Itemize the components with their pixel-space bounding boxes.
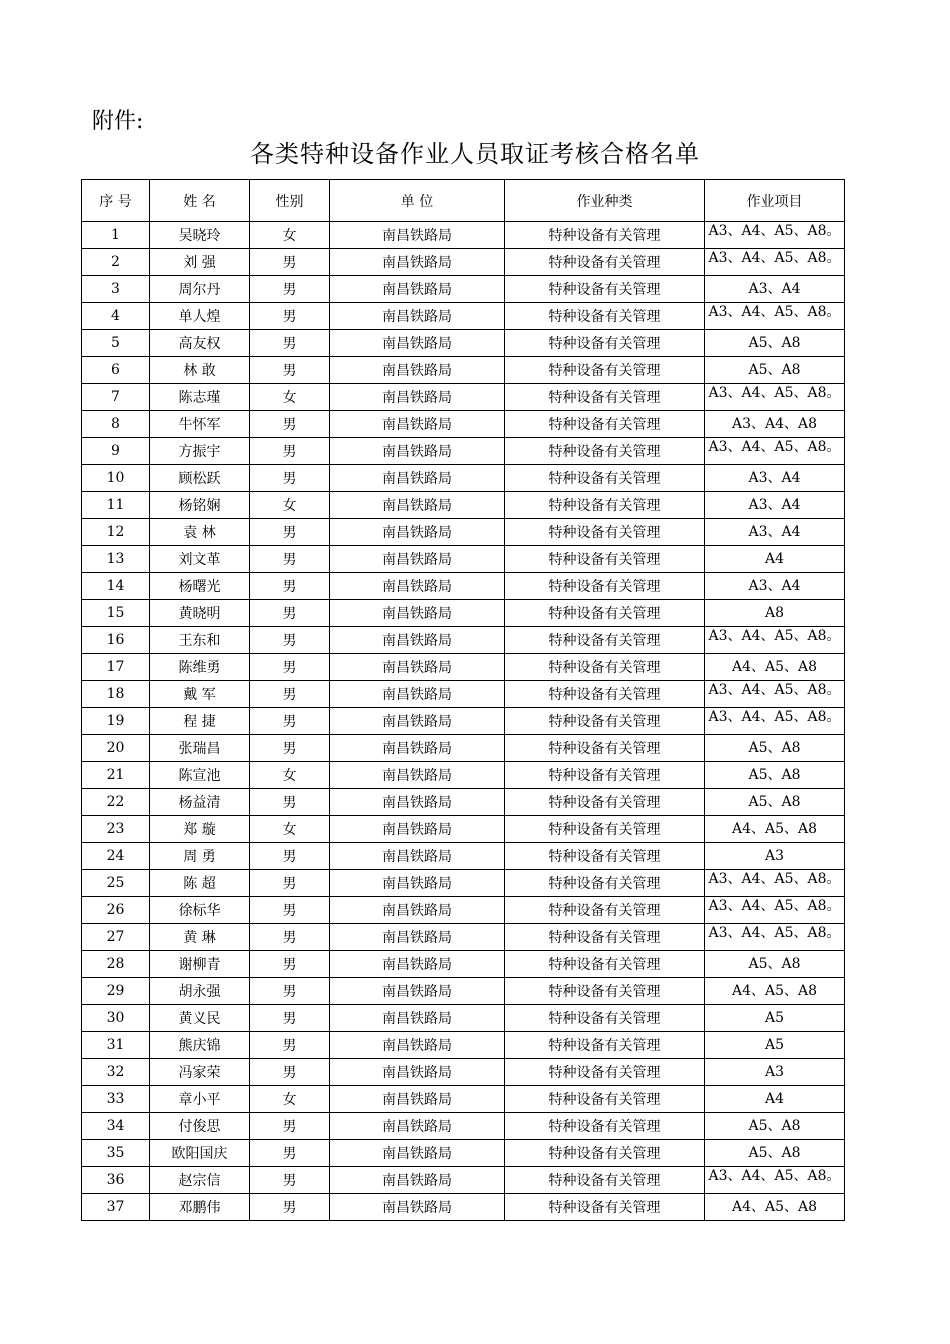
- cell-unit: 南昌铁路局: [330, 492, 505, 519]
- cell-category: 特种设备有关管理: [505, 492, 705, 519]
- cell-name: 刘 强: [150, 249, 250, 276]
- table-row: [82, 708, 845, 735]
- cell-seq: 25: [82, 870, 150, 897]
- cell-gender: 女: [250, 816, 330, 843]
- table-row: [82, 843, 845, 870]
- table-row: [82, 978, 845, 1005]
- cell-name: 方振宇: [150, 438, 250, 465]
- cell-unit: 南昌铁路局: [330, 546, 505, 573]
- cell-unit: 南昌铁路局: [330, 222, 505, 249]
- cell-unit: 南昌铁路局: [330, 681, 505, 708]
- cell-gender: 男: [250, 681, 330, 708]
- cell-unit: 南昌铁路局: [330, 870, 505, 897]
- cell-name: 陈志瑾: [150, 384, 250, 411]
- cell-seq: 23: [82, 816, 150, 843]
- cell-seq: 4: [82, 303, 150, 330]
- cell-items: A3、A4、A5、A8。: [705, 222, 845, 249]
- table-row: [82, 1140, 845, 1167]
- cell-gender: 男: [250, 654, 330, 681]
- cell-gender: 男: [250, 411, 330, 438]
- cell-gender: 男: [250, 330, 330, 357]
- cell-gender: 男: [250, 600, 330, 627]
- cell-unit: 南昌铁路局: [330, 843, 505, 870]
- header-items: 作业项目: [705, 180, 845, 222]
- cell-gender: 男: [250, 897, 330, 924]
- table-row: [82, 249, 845, 276]
- table-row: [82, 573, 845, 600]
- cell-items: A5、A8: [705, 1113, 845, 1140]
- cell-name: 杨铭娴: [150, 492, 250, 519]
- cell-items: A3、A4、A5、A8。: [705, 249, 845, 276]
- header-name: 姓 名: [150, 180, 250, 222]
- cell-name: 高友权: [150, 330, 250, 357]
- cell-unit: 南昌铁路局: [330, 519, 505, 546]
- cell-gender: 女: [250, 762, 330, 789]
- cell-items: A3: [705, 843, 845, 870]
- cell-category: 特种设备有关管理: [505, 978, 705, 1005]
- table-row: [82, 735, 845, 762]
- cell-items: A4、A5、A8: [705, 654, 845, 681]
- cell-category: 特种设备有关管理: [505, 1194, 705, 1221]
- cell-name: 胡永强: [150, 978, 250, 1005]
- cell-name: 黄义民: [150, 1005, 250, 1032]
- cell-gender: 男: [250, 1059, 330, 1086]
- cell-seq: 34: [82, 1113, 150, 1140]
- attachment-label: 附件:: [92, 109, 144, 134]
- cell-items: A3、A4、A5、A8。: [705, 627, 845, 654]
- cell-gender: 男: [250, 438, 330, 465]
- cell-category: 特种设备有关管理: [505, 1140, 705, 1167]
- cell-gender: 男: [250, 627, 330, 654]
- table-row: [82, 600, 845, 627]
- cell-category: 特种设备有关管理: [505, 222, 705, 249]
- table-row: [82, 303, 845, 330]
- table-row: [82, 438, 845, 465]
- cell-unit: 南昌铁路局: [330, 1194, 505, 1221]
- cell-items: A3、A4、A5、A8。: [705, 384, 845, 411]
- cell-gender: 男: [250, 1140, 330, 1167]
- cell-seq: 35: [82, 1140, 150, 1167]
- cell-seq: 30: [82, 1005, 150, 1032]
- table-row: [82, 1194, 845, 1221]
- cell-items: A5、A8: [705, 330, 845, 357]
- cell-items: A5、A8: [705, 951, 845, 978]
- cell-gender: 女: [250, 1086, 330, 1113]
- cell-gender: 男: [250, 1005, 330, 1032]
- table-row: [82, 1086, 845, 1113]
- cell-name: 王东和: [150, 627, 250, 654]
- document-title: 各类特种设备作业人员取证考核合格名单: [250, 140, 700, 168]
- cell-name: 吴晓玲: [150, 222, 250, 249]
- cell-gender: 男: [250, 1032, 330, 1059]
- cell-unit: 南昌铁路局: [330, 1086, 505, 1113]
- cell-name: 邓鹏伟: [150, 1194, 250, 1221]
- cell-gender: 女: [250, 384, 330, 411]
- cell-name: 张瑞昌: [150, 735, 250, 762]
- cell-items: A3、A4、A5、A8。: [705, 708, 845, 735]
- table-row: [82, 789, 845, 816]
- cell-seq: 31: [82, 1032, 150, 1059]
- cell-name: 赵宗信: [150, 1167, 250, 1194]
- cell-category: 特种设备有关管理: [505, 546, 705, 573]
- table-row: [82, 384, 845, 411]
- cell-name: 章小平: [150, 1086, 250, 1113]
- table-row: [82, 870, 845, 897]
- cell-unit: 南昌铁路局: [330, 438, 505, 465]
- cell-seq: 14: [82, 573, 150, 600]
- cell-category: 特种设备有关管理: [505, 681, 705, 708]
- cell-seq: 20: [82, 735, 150, 762]
- cell-name: 单人煌: [150, 303, 250, 330]
- cell-unit: 南昌铁路局: [330, 465, 505, 492]
- table-row: [82, 897, 845, 924]
- table-row: [82, 762, 845, 789]
- cell-seq: 33: [82, 1086, 150, 1113]
- cell-name: 徐标华: [150, 897, 250, 924]
- cell-category: 特种设备有关管理: [505, 357, 705, 384]
- table-row: [82, 519, 845, 546]
- table-row: [82, 681, 845, 708]
- cell-unit: 南昌铁路局: [330, 951, 505, 978]
- cell-seq: 22: [82, 789, 150, 816]
- cell-category: 特种设备有关管理: [505, 735, 705, 762]
- cell-seq: 26: [82, 897, 150, 924]
- cell-category: 特种设备有关管理: [505, 330, 705, 357]
- cell-items: A3、A4: [705, 465, 845, 492]
- cell-seq: 2: [82, 249, 150, 276]
- cell-unit: 南昌铁路局: [330, 897, 505, 924]
- cell-category: 特种设备有关管理: [505, 816, 705, 843]
- table-row: [82, 465, 845, 492]
- cell-category: 特种设备有关管理: [505, 384, 705, 411]
- cell-category: 特种设备有关管理: [505, 1113, 705, 1140]
- cell-name: 杨曙光: [150, 573, 250, 600]
- cell-category: 特种设备有关管理: [505, 924, 705, 951]
- cell-items: A3、A4: [705, 519, 845, 546]
- cell-unit: 南昌铁路局: [330, 1032, 505, 1059]
- cell-name: 林 敢: [150, 357, 250, 384]
- cell-unit: 南昌铁路局: [330, 816, 505, 843]
- cell-seq: 27: [82, 924, 150, 951]
- table-row: [82, 330, 845, 357]
- cell-unit: 南昌铁路局: [330, 1167, 505, 1194]
- cell-name: 杨益清: [150, 789, 250, 816]
- cell-unit: 南昌铁路局: [330, 924, 505, 951]
- cell-items: A3、A4、A5、A8。: [705, 870, 845, 897]
- cell-gender: 女: [250, 222, 330, 249]
- cell-gender: 男: [250, 573, 330, 600]
- cell-items: A3: [705, 1059, 845, 1086]
- cell-items: A4、A5、A8: [705, 978, 845, 1005]
- table-header-row: [82, 180, 845, 222]
- table-row: [82, 627, 845, 654]
- cell-gender: 男: [250, 357, 330, 384]
- cell-items: A4: [705, 1086, 845, 1113]
- cell-category: 特种设备有关管理: [505, 600, 705, 627]
- cell-items: A5: [705, 1005, 845, 1032]
- cell-category: 特种设备有关管理: [505, 573, 705, 600]
- cell-name: 牛怀军: [150, 411, 250, 438]
- cell-items: A4、A5、A8: [705, 816, 845, 843]
- cell-name: 陈宣池: [150, 762, 250, 789]
- cell-name: 郑 璇: [150, 816, 250, 843]
- cell-category: 特种设备有关管理: [505, 1086, 705, 1113]
- cell-seq: 11: [82, 492, 150, 519]
- cell-name: 周尔丹: [150, 276, 250, 303]
- cell-items: A5: [705, 1032, 845, 1059]
- cell-items: A3、A4、A5、A8。: [705, 303, 845, 330]
- cell-category: 特种设备有关管理: [505, 465, 705, 492]
- cell-unit: 南昌铁路局: [330, 735, 505, 762]
- table-row: [82, 924, 845, 951]
- cell-items: A3、A4、A5、A8。: [705, 924, 845, 951]
- cell-items: A5、A8: [705, 762, 845, 789]
- cell-category: 特种设备有关管理: [505, 897, 705, 924]
- cell-category: 特种设备有关管理: [505, 843, 705, 870]
- cell-items: A3、A4、A5、A8。: [705, 681, 845, 708]
- cell-unit: 南昌铁路局: [330, 978, 505, 1005]
- cell-seq: 19: [82, 708, 150, 735]
- cell-items: A3、A4: [705, 573, 845, 600]
- cell-seq: 16: [82, 627, 150, 654]
- cell-seq: 36: [82, 1167, 150, 1194]
- cell-gender: 男: [250, 1167, 330, 1194]
- cell-gender: 男: [250, 1194, 330, 1221]
- cell-category: 特种设备有关管理: [505, 249, 705, 276]
- cell-seq: 7: [82, 384, 150, 411]
- cell-name: 程 捷: [150, 708, 250, 735]
- cell-seq: 37: [82, 1194, 150, 1221]
- cell-unit: 南昌铁路局: [330, 1140, 505, 1167]
- cell-gender: 男: [250, 249, 330, 276]
- cell-name: 袁 林: [150, 519, 250, 546]
- cell-seq: 21: [82, 762, 150, 789]
- cell-items: A4: [705, 546, 845, 573]
- cell-gender: 男: [250, 465, 330, 492]
- table-row: [82, 1032, 845, 1059]
- table-row: [82, 816, 845, 843]
- table-row: [82, 276, 845, 303]
- cell-category: 特种设备有关管理: [505, 654, 705, 681]
- cell-gender: 男: [250, 924, 330, 951]
- cell-unit: 南昌铁路局: [330, 276, 505, 303]
- cell-gender: 男: [250, 546, 330, 573]
- table-row: [82, 1005, 845, 1032]
- cell-seq: 17: [82, 654, 150, 681]
- cell-seq: 1: [82, 222, 150, 249]
- cell-unit: 南昌铁路局: [330, 411, 505, 438]
- cell-gender: 男: [250, 789, 330, 816]
- cell-category: 特种设备有关管理: [505, 870, 705, 897]
- cell-category: 特种设备有关管理: [505, 1032, 705, 1059]
- cell-name: 陈维勇: [150, 654, 250, 681]
- cell-name: 周 勇: [150, 843, 250, 870]
- cell-gender: 女: [250, 492, 330, 519]
- cell-unit: 南昌铁路局: [330, 330, 505, 357]
- cell-category: 特种设备有关管理: [505, 438, 705, 465]
- table-row: [82, 492, 845, 519]
- cell-unit: 南昌铁路局: [330, 573, 505, 600]
- cell-seq: 32: [82, 1059, 150, 1086]
- table-row: [82, 1059, 845, 1086]
- cell-name: 戴 军: [150, 681, 250, 708]
- cell-items: A5、A8: [705, 357, 845, 384]
- cell-unit: 南昌铁路局: [330, 1113, 505, 1140]
- cell-category: 特种设备有关管理: [505, 411, 705, 438]
- cell-unit: 南昌铁路局: [330, 303, 505, 330]
- cell-unit: 南昌铁路局: [330, 1059, 505, 1086]
- table-row: [82, 951, 845, 978]
- cell-items: A3、A4、A5、A8。: [705, 438, 845, 465]
- cell-items: A5、A8: [705, 1140, 845, 1167]
- cell-seq: 15: [82, 600, 150, 627]
- cell-seq: 13: [82, 546, 150, 573]
- cell-gender: 男: [250, 1113, 330, 1140]
- cell-items: A5、A8: [705, 735, 845, 762]
- cell-gender: 男: [250, 735, 330, 762]
- cell-category: 特种设备有关管理: [505, 1167, 705, 1194]
- table-row: [82, 546, 845, 573]
- cell-seq: 9: [82, 438, 150, 465]
- cell-name: 熊庆锦: [150, 1032, 250, 1059]
- cell-seq: 12: [82, 519, 150, 546]
- header-category: 作业种类: [505, 180, 705, 222]
- cell-seq: 6: [82, 357, 150, 384]
- cell-unit: 南昌铁路局: [330, 654, 505, 681]
- cell-category: 特种设备有关管理: [505, 519, 705, 546]
- table-row: [82, 1167, 845, 1194]
- cell-seq: 3: [82, 276, 150, 303]
- cell-name: 顾松跃: [150, 465, 250, 492]
- cell-name: 黄晓明: [150, 600, 250, 627]
- cell-category: 特种设备有关管理: [505, 1059, 705, 1086]
- table-row: [82, 222, 845, 249]
- cell-category: 特种设备有关管理: [505, 789, 705, 816]
- header-seq: 序 号: [82, 180, 150, 222]
- cell-gender: 男: [250, 870, 330, 897]
- cell-items: A5、A8: [705, 789, 845, 816]
- cell-category: 特种设备有关管理: [505, 303, 705, 330]
- cell-name: 付俊思: [150, 1113, 250, 1140]
- cell-items: A3、A4、A8: [705, 411, 845, 438]
- cell-name: 欧阳国庆: [150, 1140, 250, 1167]
- cell-unit: 南昌铁路局: [330, 357, 505, 384]
- cell-items: A3、A4、A5、A8。: [705, 897, 845, 924]
- cell-unit: 南昌铁路局: [330, 384, 505, 411]
- cell-category: 特种设备有关管理: [505, 951, 705, 978]
- cell-seq: 24: [82, 843, 150, 870]
- cell-name: 冯家荣: [150, 1059, 250, 1086]
- cell-category: 特种设备有关管理: [505, 627, 705, 654]
- cell-items: A3、A4: [705, 276, 845, 303]
- cell-name: 陈 超: [150, 870, 250, 897]
- cell-unit: 南昌铁路局: [330, 627, 505, 654]
- cell-gender: 男: [250, 708, 330, 735]
- cell-items: A3、A4、A5、A8。: [705, 1167, 845, 1194]
- cell-unit: 南昌铁路局: [330, 762, 505, 789]
- cell-items: A8: [705, 600, 845, 627]
- cell-items: A4、A5、A8: [705, 1194, 845, 1221]
- cell-seq: 10: [82, 465, 150, 492]
- cell-unit: 南昌铁路局: [330, 600, 505, 627]
- cell-unit: 南昌铁路局: [330, 249, 505, 276]
- table-row: [82, 654, 845, 681]
- cell-unit: 南昌铁路局: [330, 789, 505, 816]
- cell-name: 黄 琳: [150, 924, 250, 951]
- cell-gender: 男: [250, 978, 330, 1005]
- cell-name: 谢柳青: [150, 951, 250, 978]
- table-body: [82, 222, 845, 1221]
- cell-unit: 南昌铁路局: [330, 708, 505, 735]
- cell-category: 特种设备有关管理: [505, 708, 705, 735]
- cell-items: A3、A4: [705, 492, 845, 519]
- cell-gender: 男: [250, 951, 330, 978]
- cell-seq: 28: [82, 951, 150, 978]
- cell-category: 特种设备有关管理: [505, 276, 705, 303]
- cell-gender: 男: [250, 276, 330, 303]
- cell-seq: 18: [82, 681, 150, 708]
- cell-gender: 男: [250, 519, 330, 546]
- cell-seq: 29: [82, 978, 150, 1005]
- cell-category: 特种设备有关管理: [505, 762, 705, 789]
- header-unit: 单 位: [330, 180, 505, 222]
- table-row: [82, 357, 845, 384]
- header-gender: 性别: [250, 180, 330, 222]
- cell-seq: 5: [82, 330, 150, 357]
- cell-gender: 男: [250, 843, 330, 870]
- cell-category: 特种设备有关管理: [505, 1005, 705, 1032]
- cell-gender: 男: [250, 303, 330, 330]
- cell-name: 刘文革: [150, 546, 250, 573]
- cell-unit: 南昌铁路局: [330, 1005, 505, 1032]
- qualified-personnel-table: [81, 179, 845, 1221]
- table-row: [82, 411, 845, 438]
- cell-seq: 8: [82, 411, 150, 438]
- table-row: [82, 1113, 845, 1140]
